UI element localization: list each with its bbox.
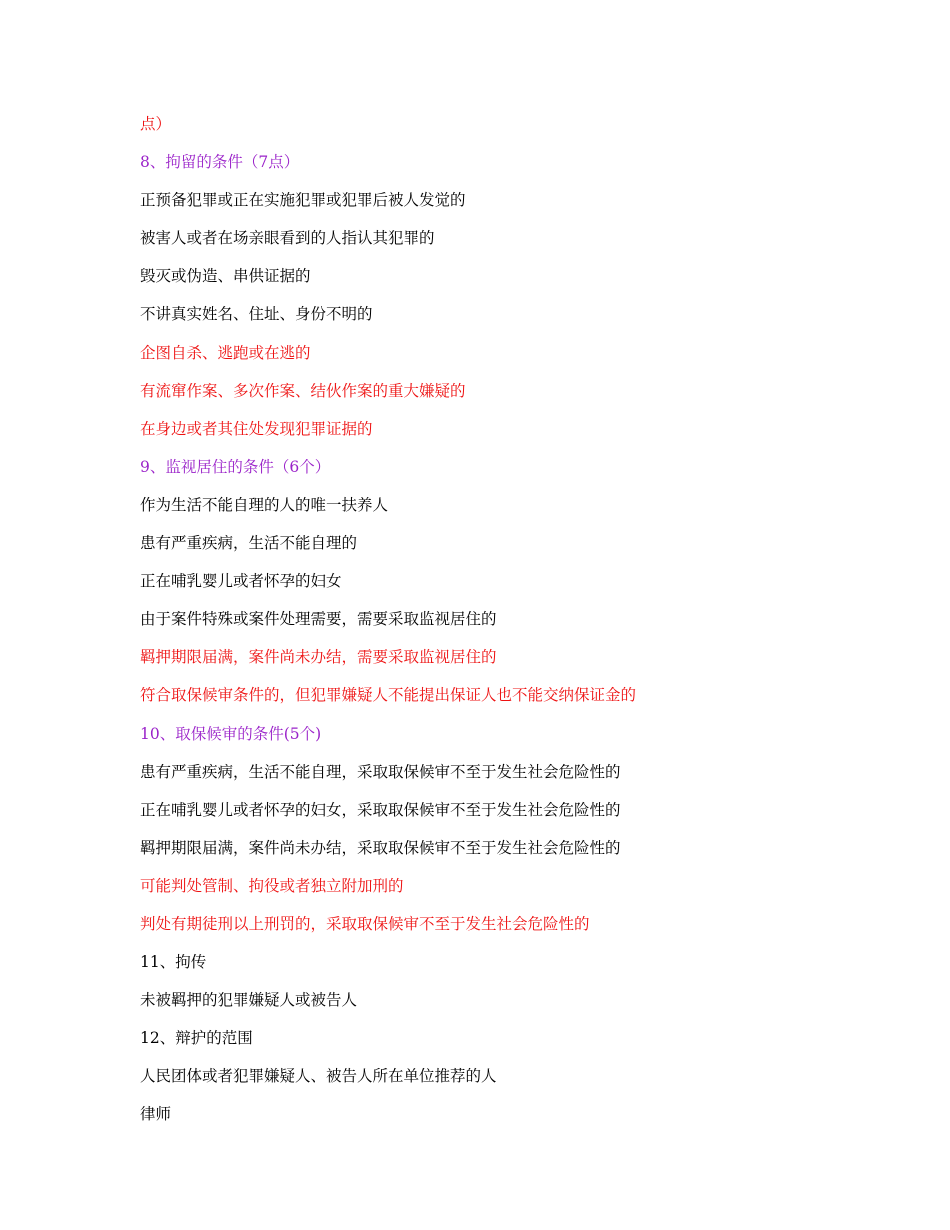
text-line: 企图自杀、逃跑或在逃的 (140, 343, 311, 362)
document-body (140, 112, 860, 1141)
text-line: 可能判处管制、拘役或者独立附加刑的 (140, 876, 404, 895)
text-line: 被害人或者在场亲眼看到的人指认其犯罪的 (140, 229, 435, 248)
text-line: 不讲真实姓名、住址、身份不明的 (140, 305, 373, 324)
section-heading: 11、拘传 (140, 953, 207, 972)
text-line: 人民团体或者犯罪嫌疑人、被告人所在单位推荐的人 (140, 1067, 497, 1086)
text-line: 由于案件特殊或案件处理需要，需要采取监视居住的 (140, 610, 497, 629)
text-line: 患有严重疾病，生活不能自理的 (140, 534, 358, 553)
section-heading: 10、取保候审的条件(5个) (140, 724, 322, 743)
text-line: 羁押期限届满，案件尚未办结，采取取保候审不至于发生社会危险性的 (140, 838, 621, 857)
section-heading: 12、辩护的范围 (140, 1029, 253, 1048)
text-line: 作为生活不能自理的人的唯一扶养人 (140, 495, 389, 514)
section-heading: 8、拘留的条件（7点） (140, 153, 300, 172)
text-line: 判处有期徒刑以上刑罚的，采取取保候审不至于发生社会危险性的 (140, 914, 590, 933)
text-line: 毁灭或伪造、串供证据的 (140, 267, 311, 286)
section-heading: 9、监视居住的条件（6个） (140, 457, 331, 476)
text-line: 正在哺乳婴儿或者怀孕的妇女 (140, 572, 342, 591)
text-line: 律师 (140, 1105, 172, 1124)
text-line: 有流窜作案、多次作案、结伙作案的重大嫌疑的 (140, 381, 466, 400)
text-line: 未被羁押的犯罪嫌疑人或被告人 (140, 991, 358, 1010)
text-line: 羁押期限届满，案件尚未办结，需要采取监视居住的 (140, 648, 497, 667)
text-line: 符合取保候审条件的，但犯罪嫌疑人不能提出保证人也不能交纳保证金的 (140, 686, 637, 705)
text-line: 在身边或者其住处发现犯罪证据的 (140, 419, 373, 438)
text-line: 正在哺乳婴儿或者怀孕的妇女，采取取保候审不至于发生社会危险性的 (140, 800, 621, 819)
text-line: 患有严重疾病，生活不能自理，采取取保候审不至于发生社会危险性的 (140, 762, 621, 781)
text-line: 点） (140, 115, 172, 133)
text-line: 正预备犯罪或正在实施犯罪或犯罪后被人发觉的 (140, 191, 466, 210)
